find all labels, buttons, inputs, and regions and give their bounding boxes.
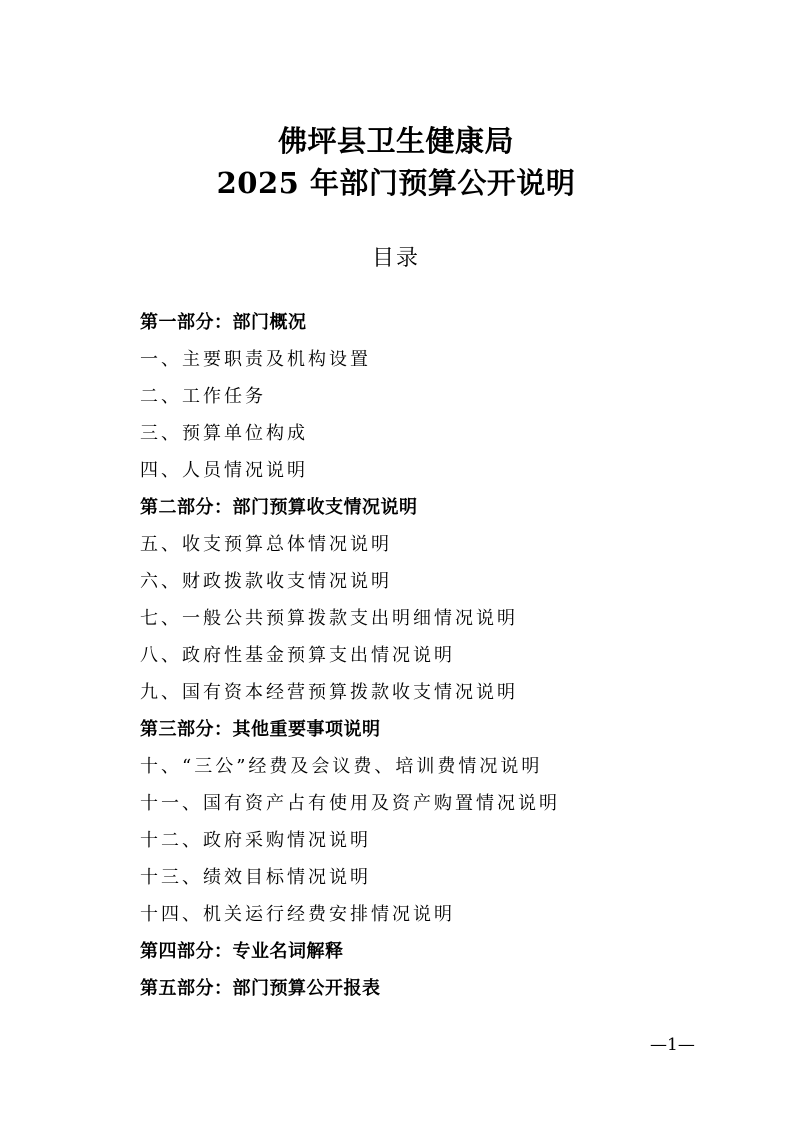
toc-item-11: 十一、国有资产占有使用及资产购置情况说明 [140, 793, 560, 814]
toc-item-8: 八、政府性基金预算支出情况说明 [140, 645, 455, 666]
toc-item-6: 六、财政拨款收支情况说明 [140, 571, 392, 592]
toc-item-5: 五、收支预算总体情况说明 [140, 534, 392, 555]
toc-item-9: 九、国有资本经营预算拨款收支情况说明 [140, 682, 518, 703]
title-line-1: 佛坪县卫生健康局 [277, 124, 514, 158]
toc-item-10: 十、“三公”经费及会议费、培训费情况说明 [140, 756, 543, 777]
table-of-contents [140, 308, 740, 1011]
toc-section-part5: 第五部分：部门预算公开报表 [140, 978, 381, 999]
toc-section-part3: 第三部分：其他重要事项说明 [140, 719, 381, 740]
title-line-2: 2025 年部门预算公开说明 [216, 166, 576, 200]
toc-section-part2: 第二部分：部门预算收支情况说明 [140, 497, 418, 518]
toc-item-12: 十二、政府采购情况说明 [140, 830, 371, 851]
toc-item-1: 一、主要职责及机构设置 [140, 349, 371, 370]
toc-item-7: 七、一般公共预算拨款支出明细情况说明 [140, 608, 518, 629]
toc-item-2: 二、工作任务 [140, 386, 266, 407]
toc-item-3: 三、预算单位构成 [140, 423, 308, 444]
page-number: —1— [650, 1035, 695, 1055]
toc-section-part4: 第四部分：专业名词解释 [140, 941, 344, 962]
toc-item-13: 十三、绩效目标情况说明 [140, 867, 371, 888]
toc-section-part1: 第一部分：部门概况 [140, 312, 307, 333]
toc-item-4: 四、人员情况说明 [140, 460, 308, 481]
toc-heading: 目录 [371, 246, 420, 271]
toc-item-14: 十四、机关运行经费安排情况说明 [140, 904, 455, 925]
